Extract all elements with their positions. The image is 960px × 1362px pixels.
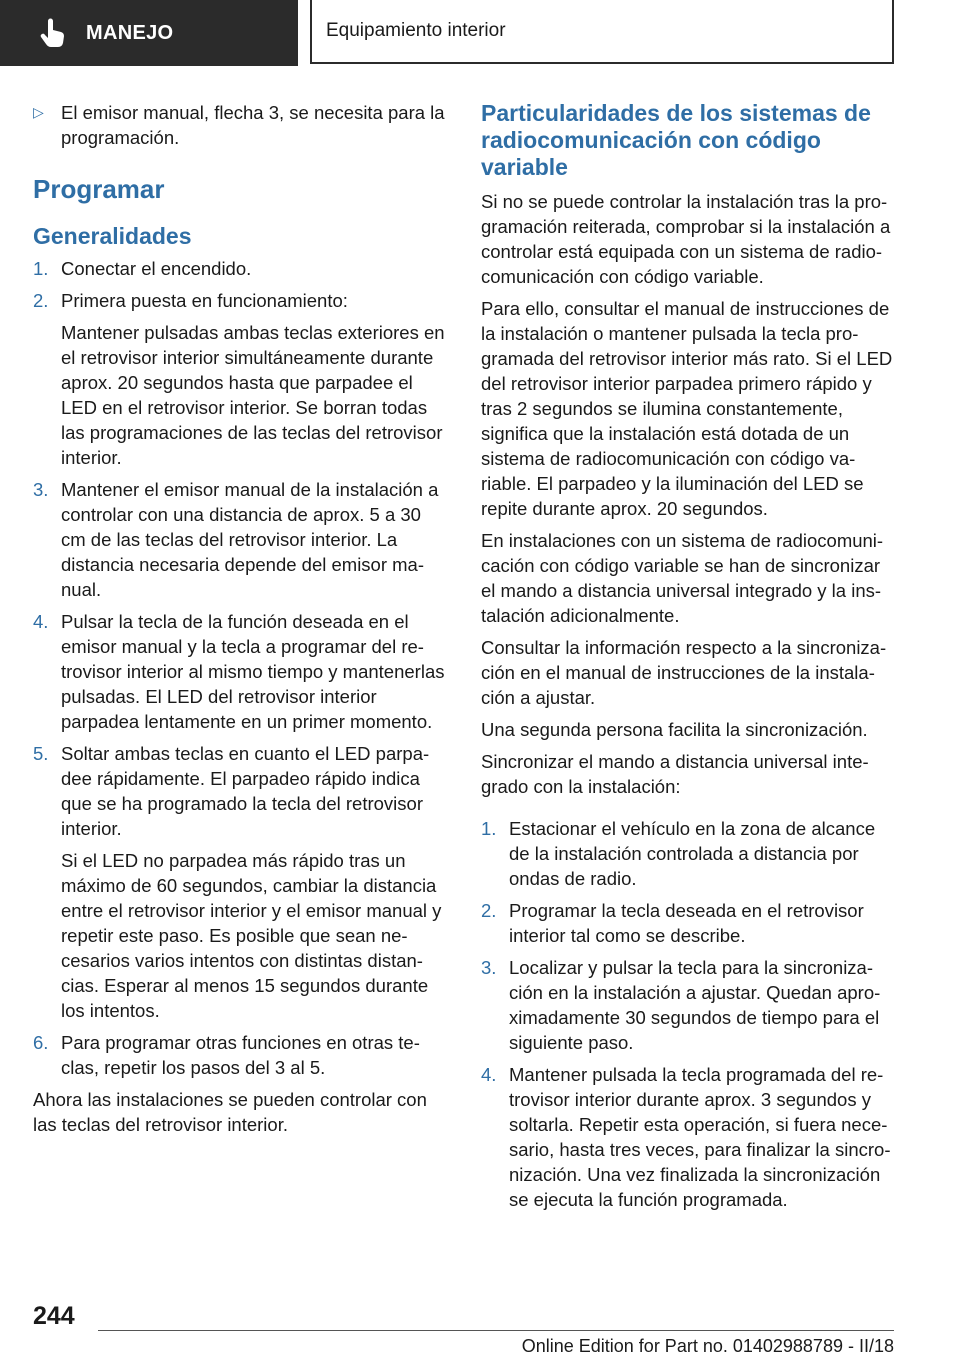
step-number: 5.	[33, 743, 49, 764]
step-number: 1.	[33, 258, 49, 279]
sync-steps	[481, 816, 895, 1212]
step-text: Primera puesta en funcionamiento:	[61, 290, 348, 311]
bullet-text: El emisor manual, flecha 3, se necesita para la programación.	[61, 102, 445, 148]
header-section-tab	[0, 0, 298, 66]
header-chapter-tab	[310, 0, 894, 64]
step-text: Programar la tecla deseada en el retrovisor interior tal como se describe.	[509, 900, 864, 946]
paragraph: En instalaciones con un sistema de radiocomunicación con código variable se han de sincronizar el mando a distancia universal integrado y la instalación adicionalmente.	[481, 530, 884, 626]
list-item	[481, 816, 895, 891]
triangle-bullet-icon: ▷	[33, 104, 44, 120]
page-number: 244	[33, 1302, 75, 1330]
paragraph: Sincronizar el mando a distancia universal integrado con la instalación:	[481, 751, 869, 797]
note-bullet	[33, 100, 448, 150]
step-detail: Mantener pulsadas ambas teclas exteriores en el retrovisor interior simultáneamente durante aprox. 20 segundos hasta que parpadee el LED en el retrovisor interior. Se borran todas las programaciones de las teclas del retrovisor interior.	[61, 322, 445, 468]
step-text: Soltar ambas teclas en cuanto el LED parpadee rápidamente. El parpadeo rápido indica que se ha programado la tecla del retrovisor interior.	[61, 743, 430, 839]
step-detail: Si el LED no parpadea más rápido tras un máximo de 60 segundos, cambiar la distancia entre el retrovisor interior y el emisor manual y repetir este paso. Es posible que sean necesarios varios intentos con distintas distancias. Esperar al menos 15 segundos durante los intentos.	[61, 850, 442, 1021]
subsection-heading: Generalidades	[33, 223, 192, 249]
closing-paragraph: Ahora las instalaciones se pueden controlar con las teclas del retrovisor interior.	[33, 1089, 427, 1135]
step-text: Mantener pulsada la tecla programada del retrovisor interior durante aprox. 3 segundos y soltarla. Repetir esta operación, si fuera necesario, hasta tres veces, para finalizar la sincronización. Una vez finalizada la sincronización se ejecuta la función programada.	[509, 1064, 891, 1210]
step-number: 3.	[481, 957, 497, 978]
list-item	[33, 288, 448, 470]
paragraph: Para ello, consultar el manual de instrucciones de la instalación o mantener pulsada la tecla programada del retrovisor interior más rato. Si el LED del retrovisor interior parpadea primero rápido y tras 2 segundos se ilumina constantemente, significa que la instalación está dotada de un sistema de radiocomunicación con código variable. El parpadeo y la iluminación del LED se repite durante aprox. 20 segundos.	[481, 298, 893, 519]
step-text: Localizar y pulsar la tecla para la sincronización en la instalación a ajustar. Quedan aproximadamente 30 segundos de tiempo para el siguiente paso.	[509, 957, 881, 1053]
list-item	[481, 898, 895, 948]
list-item	[481, 1062, 895, 1212]
step-text: Mantener el emisor manual de la instalación a controlar con una distancia de aprox. 5 a 30 cm de las teclas del retrovisor interior. La distancia necesaria depende del emisor manual.	[61, 479, 439, 600]
right-column	[481, 100, 895, 1219]
step-number: 6.	[33, 1032, 49, 1053]
section-heading: Programar	[33, 174, 165, 204]
edition-footer: Online Edition for Part no. 01402988789 - II/18	[521, 1336, 894, 1356]
chapter-label: Equipamiento interior	[326, 20, 506, 41]
left-column	[33, 100, 448, 1144]
step-number: 4.	[33, 611, 49, 632]
list-item	[33, 741, 448, 1023]
step-number: 3.	[33, 479, 49, 500]
list-item	[33, 609, 448, 734]
step-number: 1.	[481, 818, 497, 839]
step-number: 2.	[481, 900, 497, 921]
list-item	[481, 955, 895, 1055]
list-item	[33, 256, 448, 281]
step-number: 2.	[33, 290, 49, 311]
hand-pointer-icon	[40, 18, 66, 48]
paragraph: Consultar la información respecto a la sincronización en el manual de instrucciones de la instalación a ajustar.	[481, 637, 887, 708]
step-text: Para programar otras funciones en otras teclas, repetir los pasos del 3 al 5.	[61, 1032, 420, 1078]
step-text: Estacionar el vehículo en la zona de alcance de la instalación controlada a distancia por ondas de radio.	[509, 818, 876, 889]
step-text: Conectar el encendido.	[61, 258, 252, 279]
footer-divider	[98, 1330, 894, 1331]
paragraph: Si no se puede controlar la instalación tras la programación reiterada, comprobar si la instalación a controlar está equipada con un sistema de radiocomunicación con código variable.	[481, 191, 891, 287]
section-label: MANEJO	[86, 21, 174, 44]
paragraph: Una segunda persona facilita la sincronización.	[481, 719, 868, 740]
subsection-heading: Particularidades de los sistemas de radiocomunicación con código variable	[481, 100, 871, 180]
step-text: Pulsar la tecla de la función deseada en el emisor manual y la tecla a programar del retrovisor interior al mismo tiempo y mantenerlas pulsadas. El LED del retrovisor interior parpadea lentamente en un primer momento.	[61, 611, 445, 732]
step-number: 4.	[481, 1064, 497, 1085]
list-item	[33, 1030, 448, 1080]
list-item	[33, 477, 448, 602]
programming-steps	[33, 256, 448, 1080]
